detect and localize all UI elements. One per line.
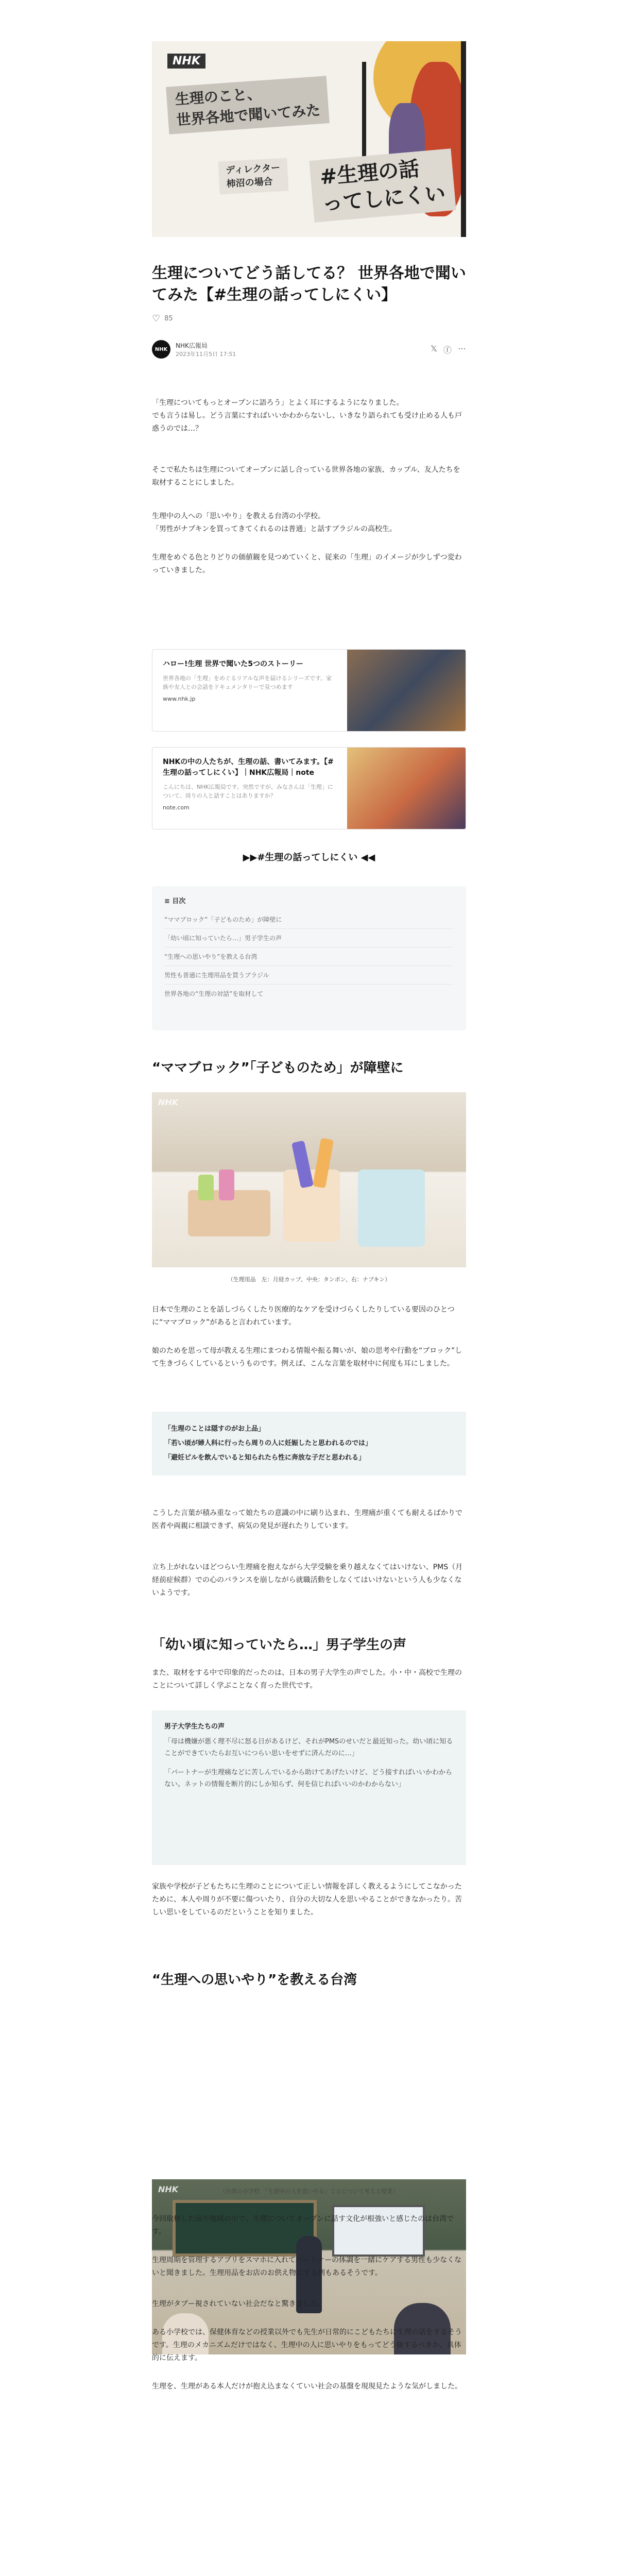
link-card-desc: こんにちは、NHK広報局です。突然ですが、みなさんは「生理」について、周りの人と話すことはありますか？ — [163, 784, 333, 799]
section-para: 日本で生理のことを話しづらくしたり医療的なケアを受けづらくしたりしている要因のひとつに“ママブロック”があると言われています。 — [152, 1306, 455, 1327]
photo-caption: （台湾の小学校 「生理中の人を思いやる」ことについて考える授業） — [219, 2188, 399, 2195]
more-icon[interactable]: ⋯ — [458, 343, 466, 353]
link-card[interactable] — [152, 747, 466, 829]
toc-heading — [164, 895, 454, 905]
nhk-watermark: NHK — [158, 2184, 179, 2194]
article-title: 生理についてどう話してる？ 世界各地で聞いてみた【#生理の話ってしにくい】 — [152, 264, 466, 304]
quote-heading: 男子大学生たちの声 — [164, 1723, 225, 1731]
link-card-url: www.nhk.jp — [163, 696, 196, 702]
link-card-title: NHKの中の人たちが、生理の話、書いてみます。【#生理の話ってしにくい】｜NHK広報局｜note — [163, 758, 334, 777]
section-para: ある小学校では、保健体育などの授業以外でも先生が日常的にこどもたちに生理の話をするそうです。生理のメカニズムだけではなく、生理中の人に思いやりをもってどう接するべきか、具体的に伝えます。 — [152, 2328, 462, 2362]
decor-bar — [461, 41, 466, 237]
hero-director-line: 柿沼の場合 — [226, 176, 273, 190]
intro-para: 「男性がナプキンを買ってきてくれるのは普通」と話すブラジルの高校生。 — [152, 525, 397, 533]
toc-item[interactable]: 「幼い頃に知っていたら…」男子学生の声 — [164, 929, 454, 947]
intro-para: でも言うは易し。どう言葉にすればいいかわからないし、いきなり語られても受け止める人も戸惑うのでは…？ — [152, 412, 462, 433]
quote-line: 「生理のことは隠すのがお上品」 — [164, 1425, 265, 1433]
link-card-desc: 世界各地の「生理」をめぐるリアルな声を届けるシリーズです。家族や友人との会話をドキュメンタリーで見つめます — [163, 675, 332, 690]
intro-para: 生理をめぐる色とりどりの価値観を見つめていくと、従来の「生理」のイメージが少しずつ変わっていきました。 — [152, 553, 462, 574]
quote-para: 「パートナーが生理痛などに苦しんでいるから助けてあげたいけど、どう接すればいいかわからない。ネットの情報を断片的にしか知らず、何を信じればいいのかわからない」 — [164, 1769, 453, 1788]
toc-item[interactable]: “生理への思いやり”を教える台湾 — [164, 947, 454, 966]
quote-box — [152, 1412, 466, 1476]
avatar[interactable]: NHK — [152, 340, 170, 359]
like-count: 85 — [164, 315, 173, 323]
photo-caption: （生理用品 左：月経カップ、中央：タンポン、右：ナプキン） — [227, 1276, 391, 1283]
like-row — [152, 313, 466, 324]
hero-director — [218, 158, 288, 195]
list-icon: ≡ — [164, 897, 173, 905]
section-para: 生理周期を管理するアプリをスマホに入れてパートナーの体調を一緒にケアする男性も少なくないと聞きました。生理用品をお店のお供え物にする例もあるそうです。 — [152, 2256, 462, 2277]
link-card-thumbnail — [347, 650, 466, 731]
facebook-share-icon[interactable]: ⓕ — [443, 345, 452, 355]
link-card-url: note.com — [163, 804, 190, 811]
section-para: 生理がタブー視されていない社会だなと驚きました。 — [152, 2300, 325, 2308]
link-card[interactable] — [152, 649, 466, 732]
section-para: 立ち上がれないほどつらい生理痛を抱えながら大学受験を乗り越えなくてはいけない、PMS（月経前症候群）での心のバランスを崩しながら就職活動をしなくてはいけないという人も少なくないようです。 — [152, 1563, 463, 1597]
toc-item[interactable]: “ママブロック”「子どものため」が障壁に — [164, 910, 454, 929]
section-para: また、取材をする中で印象的だったのは、日本の男子大学生の声でした。小・中・高校で生理のことについて詳しく学ぶことなく育った世代です。 — [152, 1669, 462, 1690]
section-para: こうした言葉が積み重なって娘たちの意識の中に刷り込まれ、生理痛が重くても耐えるばかりで医者や両親に相談できず、病気の発見が遅れたりしています。 — [152, 1509, 462, 1530]
author-row — [152, 339, 466, 360]
section-heading: 「幼い頃に知っていたら…」男子学生の声 — [152, 1637, 407, 1653]
hero-hashtag — [309, 148, 456, 223]
hero-director-line: ディレクター — [225, 162, 281, 176]
quote-line: 「若い頃が婦人科に行ったら周りの人に妊娠したと思われるのでは」 — [164, 1439, 372, 1447]
toc-item[interactable]: 男性も普通に生理用品を買うブラジル — [164, 966, 454, 985]
magazine-link[interactable]: ▶▶#生理の話ってしにくい ◀◀ — [243, 852, 375, 863]
intro-para: そこで私たちは生理についてオープンに話し合っている世界各地の家族、カップル、友人たちを取材することにしました。 — [152, 466, 460, 487]
author-name[interactable]: NHK広報局 — [176, 342, 208, 349]
hero-hashtag-line: #生理の話 — [319, 157, 420, 190]
link-card-title: ハロー!生理 世界で聞いた5つのストーリー — [163, 660, 303, 668]
hero-title-line: 世界各地で聞いてみた — [176, 101, 321, 129]
quote-line: 「避妊ピルを飲んでいると知られたら性に奔放な子だと思われる」 — [164, 1454, 366, 1462]
intro-para: 「生理についてもっとオープンに語ろう」とよく耳にするようになりました。 — [152, 399, 404, 407]
x-share-icon[interactable]: 𝕏 — [431, 343, 437, 353]
quote-box — [152, 1710, 466, 1865]
share-buttons — [431, 344, 466, 355]
link-card-thumbnail — [347, 748, 466, 829]
section-heading: “生理への思いやり”を教える台湾 — [152, 1972, 357, 1988]
section-heading: “ママブロック”「子どものため」が障壁に — [152, 1060, 404, 1076]
section-para: 家族や学校が子どもたちに生理のことについて正しい情報を詳しく教えるようにしてこなかったために、本人や周りが不要に傷ついたり、自分の大切な人を思いやることができなかったり。苦しい思いをしているのだということを知りました。 — [152, 1883, 462, 1917]
intro-para: 生理中の人への「思いやり」を教える台湾の小学校。 — [152, 512, 325, 520]
article-photo — [152, 1092, 466, 1267]
nhk-logo: NHK — [167, 54, 205, 69]
product-shape — [219, 1170, 234, 1200]
table-of-contents — [152, 886, 466, 1030]
hero-hashtag-line: ってしにくい — [321, 181, 447, 216]
product-shape — [198, 1175, 214, 1200]
toc-item[interactable]: 世界各地の“生理の対話”を取材して — [164, 990, 264, 997]
section-para: 今回取材した国や地域の中で、生理についてオープンに話す文化が根強いと感じたのは台湾です。 — [152, 2215, 454, 2236]
heart-icon[interactable]: ♡ — [152, 313, 161, 324]
hero-title — [166, 76, 330, 134]
pad-box-shape — [358, 1170, 425, 1247]
section-para: 娘のためを思って母が教える生理にまつわる情報や振る舞いが、娘の思考や行動を“ブロック”して生きづらくしているというものです。例えば、こんな言葉を取材中に何度も耳にしました。 — [152, 1347, 462, 1368]
publish-date: 2023年11月5日 17:51 — [176, 350, 236, 358]
hero-title-line: 生理のこと、 — [174, 85, 262, 108]
hero-banner — [152, 41, 466, 237]
section-para: 生理を、生理がある本人だけが抱え込まなくていい社会の基盤を現現見たような気がしました。 — [152, 2382, 462, 2391]
quote-para: 「母は機嫌が悪く理不尽に怒る日があるけど、それがPMSのせいだと最近知った。幼い頃に知ることができていたらお互いにつらい思いをせずに済んだのに…」 — [164, 1738, 453, 1757]
nhk-watermark: NHK — [158, 1097, 179, 1107]
toc-heading-label: 目次 — [172, 897, 186, 905]
